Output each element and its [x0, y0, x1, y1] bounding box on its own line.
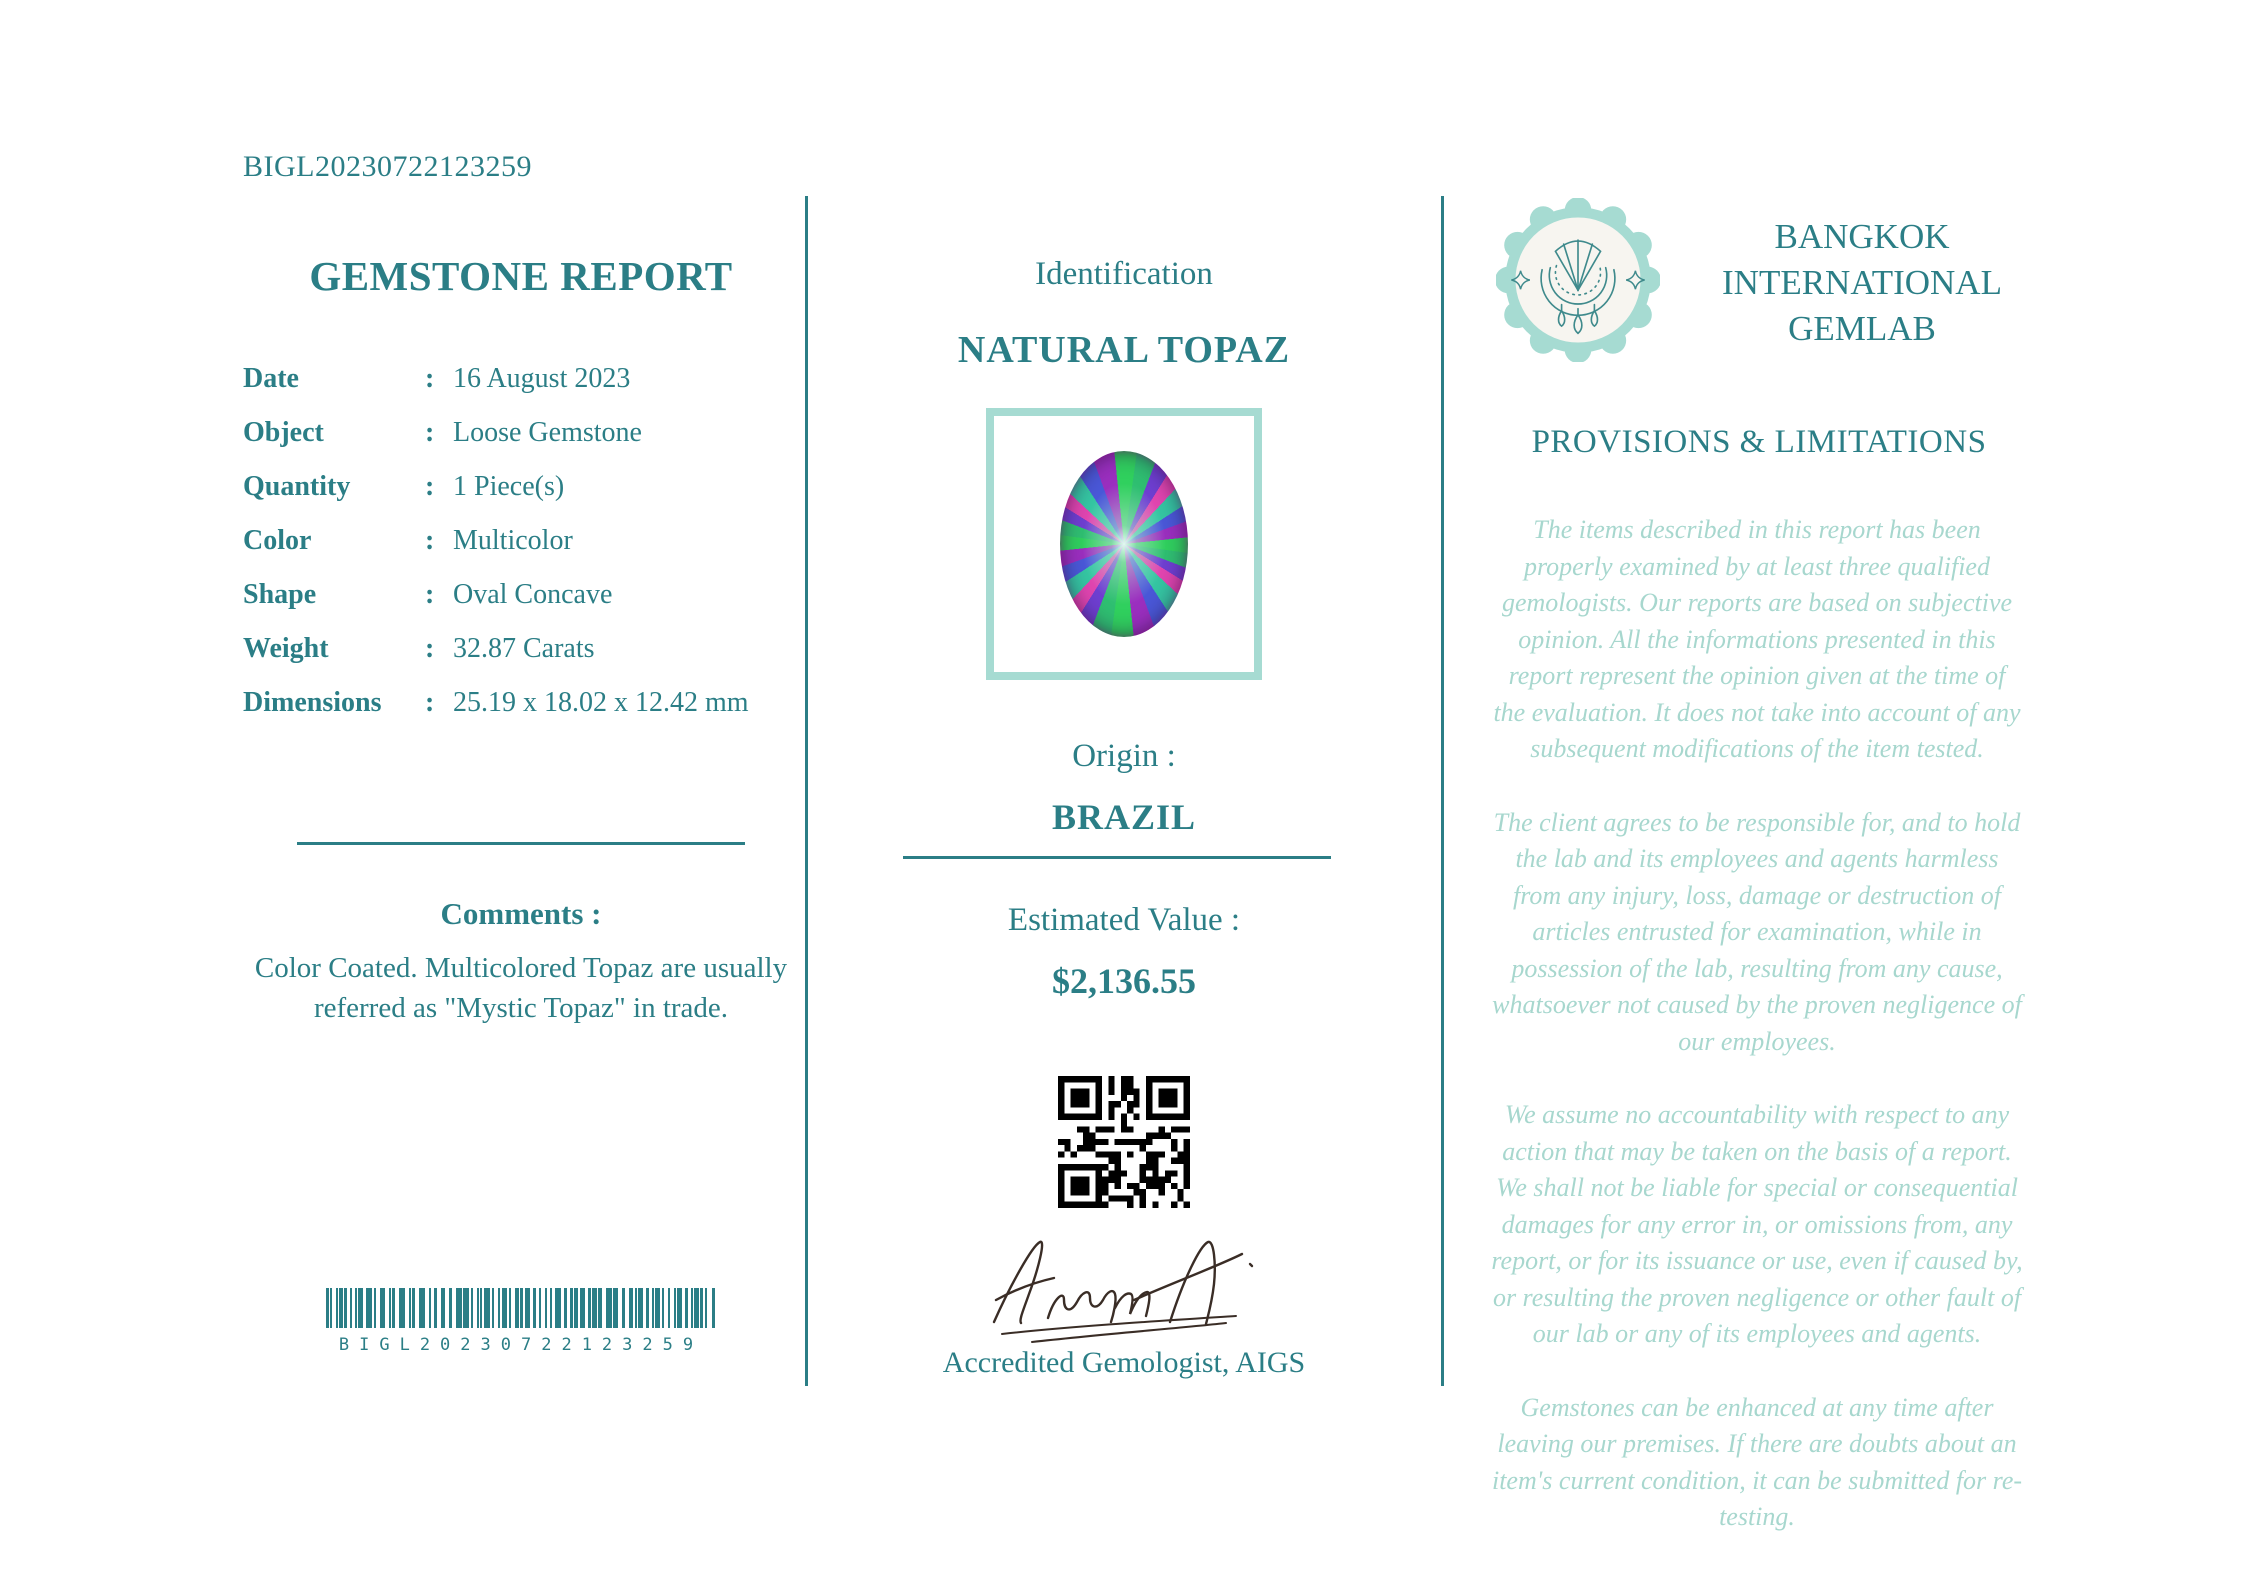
- provisions-paragraph: Gemstones can be enhanced at any time after leaving our premises. If there are doubts about an item's current condition, it can be submitted for re-testing.: [1491, 1392, 2023, 1531]
- provisions-paragraph: The client agrees to be responsible for, and to hold the lab and its employees and agents harmless from any injury, loss, damage or destruction of articles entrusted for examination, while in possession of the lab, resulting from any cause, whatsoever not caused by the proven negligence of our employees.: [1492, 807, 2022, 1056]
- colon: :: [425, 687, 435, 718]
- attribute-value: 16 August 2023: [453, 363, 631, 394]
- attribute-label: Dimensions: [243, 687, 382, 718]
- signatory-title: Accredited Gemologist, AIGS: [942, 1346, 1306, 1379]
- estimated-value-label: Estimated Value :: [1007, 902, 1241, 938]
- lab-name-line: BANGKOK: [1774, 217, 1950, 256]
- comments-heading: Comments :: [440, 896, 602, 931]
- colon: :: [425, 417, 435, 448]
- colon: :: [425, 579, 435, 610]
- colon: :: [425, 525, 435, 556]
- attribute-value: 25.19 x 18.02 x 12.42 mm: [453, 687, 749, 718]
- attribute-value: Loose Gemstone: [453, 417, 642, 448]
- attribute-label: Date: [243, 363, 299, 394]
- comments-divider-line: [297, 842, 745, 845]
- report-details-column: [235, 0, 807, 1589]
- lab-name-line: INTERNATIONAL: [1722, 263, 2002, 302]
- lab-logo: [1496, 198, 1660, 362]
- report-title: GEMSTONE REPORT: [309, 253, 733, 299]
- origin-label: Origin :: [1072, 738, 1176, 774]
- lab-name-line: GEMLAB: [1788, 309, 1936, 348]
- barcode-bars: [326, 1288, 716, 1328]
- attribute-label: Weight: [243, 633, 329, 664]
- barcode: [326, 1288, 716, 1355]
- provisions-text: [1490, 512, 2024, 1573]
- attribute-label: Shape: [243, 579, 317, 610]
- gemstone-photo-frame: [986, 408, 1262, 680]
- origin-value: BRAZIL: [1051, 797, 1197, 837]
- lab-name: [1692, 214, 2032, 352]
- species-name: NATURAL TOPAZ: [957, 329, 1291, 371]
- attribute-label: Object: [243, 417, 324, 448]
- attribute-row-dimensions: [243, 688, 807, 718]
- provisions-paragraph: The items described in this report has been properly examined by at least three qualified gemologists. Our reports are based on subjective opinion. All the informations presented in this report represent the opinion given at the time of the evaluation. It does not take into account of any subsequent modifications of the item tested.: [1493, 515, 2021, 763]
- qr-code: [1058, 1076, 1190, 1208]
- provisions-paragraph: We assume no accountability with respect to any action that may be taken on the basis of a report. We shall not be liable for special or consequential damages for any error in, or omissions from, any report, or for its issuance or use, even if caused by, or resulting the proven negligence or other fault of our lab or any of its employees and agents.: [1491, 1100, 2023, 1348]
- attribute-row-color: [243, 526, 807, 556]
- colon: :: [425, 633, 435, 664]
- colon: :: [425, 471, 435, 502]
- column-divider-right: [1441, 196, 1444, 1386]
- value-divider-line: [903, 856, 1331, 859]
- estimated-value: $2,136.55: [1052, 961, 1196, 1001]
- attribute-value: 32.87 Carats: [453, 633, 595, 664]
- attribute-value: Multicolor: [453, 525, 573, 556]
- attribute-value: 1 Piece(s): [453, 471, 565, 502]
- identification-column: [850, 0, 1398, 1589]
- comments-text: Color Coated. Multicolored Topaz are usually referred as "Mystic Topaz" in trade.: [254, 952, 788, 1024]
- provisions-heading: PROVISIONS & LIMITATIONS: [1531, 424, 1987, 460]
- gemstone-photo: [1060, 451, 1188, 637]
- attribute-list: [243, 364, 807, 742]
- barcode-text: BIGL20230722123259: [338, 1335, 704, 1355]
- lab-column: [1480, 0, 2038, 1589]
- attribute-row-date: [243, 364, 807, 394]
- attribute-label: Quantity: [243, 471, 351, 502]
- attribute-row-weight: [243, 634, 807, 664]
- report-number: BIGL20230722123259: [243, 150, 532, 183]
- identification-heading: Identification: [1035, 256, 1213, 292]
- attribute-value: Oval Concave: [453, 579, 613, 610]
- attribute-row-quantity: [243, 472, 807, 502]
- colon: :: [425, 363, 435, 394]
- attribute-row-object: [243, 418, 807, 448]
- signature: [974, 1230, 1274, 1344]
- attribute-label: Color: [243, 525, 312, 556]
- attribute-row-shape: [243, 580, 807, 610]
